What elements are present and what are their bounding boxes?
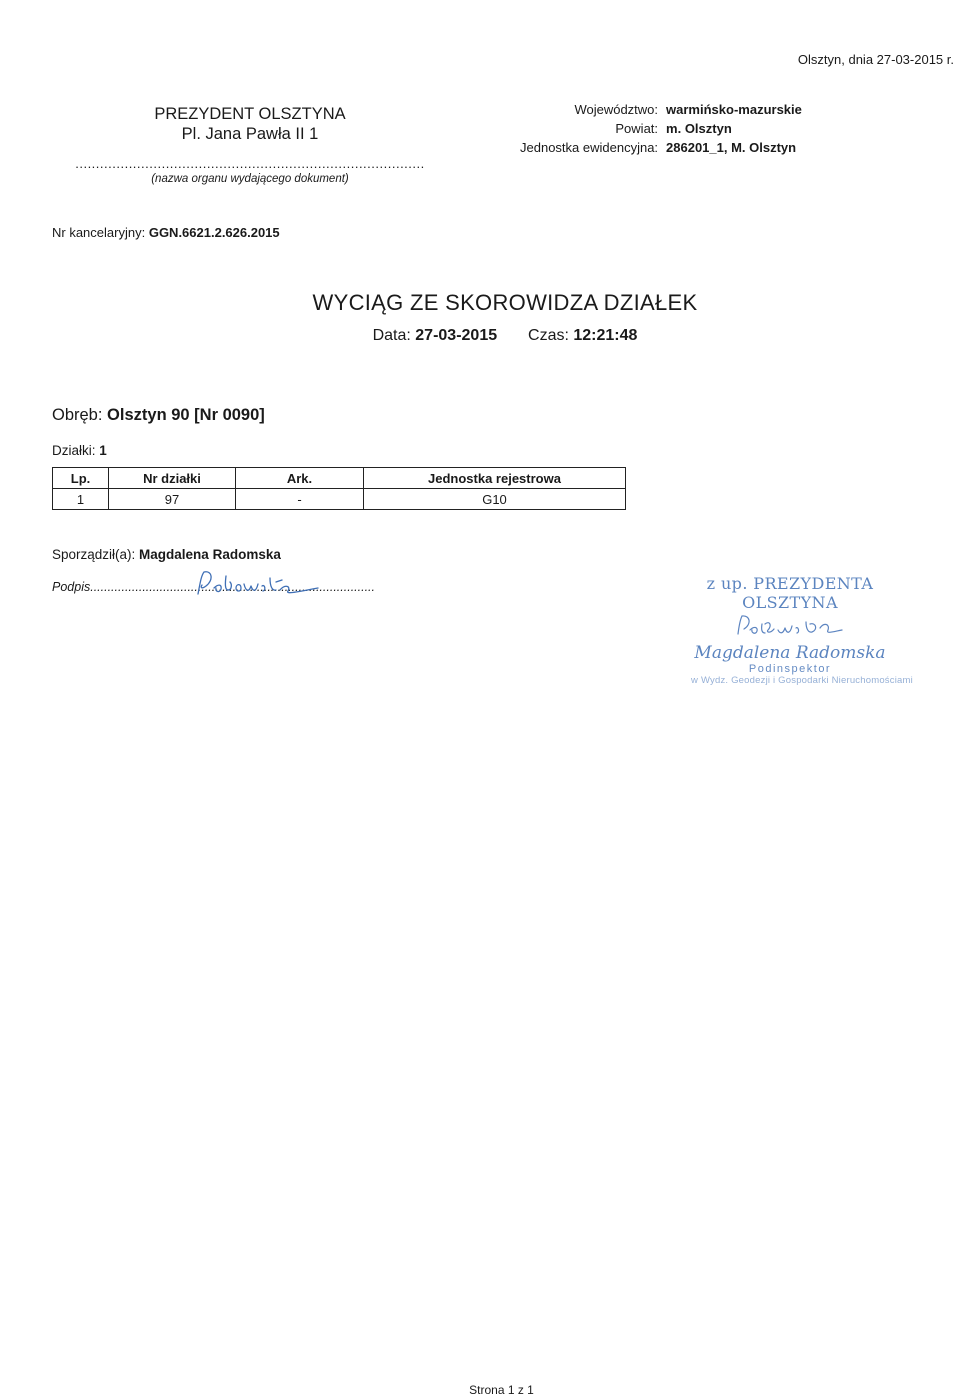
authority-caption: (nazwa organu wydającego dokument) (151, 173, 349, 185)
date-value: 27-03-2015 (415, 327, 498, 344)
issuing-authority (60, 104, 440, 185)
document-title: WYCIĄG ZE SKOROWIDZA DZIAŁEK (312, 290, 698, 315)
place-date: Olsztyn, dnia 27-03-2015 r. (797, 52, 954, 67)
stamp-name: Magdalena Radomska (694, 643, 886, 663)
registry-number-value: GGN.6621.2.626.2015 (148, 225, 280, 240)
stamp-position: Podinspektor (748, 663, 832, 675)
precinct-line (52, 406, 265, 425)
registration-unit-row (520, 138, 802, 157)
prepared-by-line (52, 547, 281, 562)
time-label: Czas: (528, 327, 569, 344)
authority-name: PREZYDENT OLSZTYNA (154, 105, 346, 123)
administrative-unit-block (520, 100, 802, 157)
official-stamp (660, 574, 920, 686)
registration-unit-value: 286201_1, M. Olsztyn (666, 140, 797, 155)
cell-sheet: - (236, 489, 364, 510)
registration-unit-label: Jednostka ewidencyjna: (520, 140, 659, 155)
precinct-label: Obręb: (52, 406, 103, 424)
column-header-lp: Lp. (53, 468, 109, 489)
date-time-line (0, 327, 960, 345)
parcels-count-value: 1 (99, 443, 107, 458)
authority-dotted-line: ..................................................................................... (75, 156, 425, 171)
voivodeship-row (520, 100, 802, 119)
table-row (53, 489, 626, 510)
parcels-table (52, 467, 626, 510)
registry-number (52, 225, 280, 240)
page-number: Strona 1 z 1 (469, 1383, 534, 1397)
county-label: Powiat: (615, 121, 659, 136)
authority-address: Pl. Jana Pawła II 1 (181, 125, 319, 143)
precinct-value: Olsztyn 90 [Nr 0090] (107, 406, 265, 424)
county-value: m. Olsztyn (666, 121, 732, 136)
registry-number-label: Nr kancelaryjny: (52, 225, 146, 240)
county-row (520, 119, 802, 138)
stamp-authority: z up. PREZYDENTA OLSZTYNA (706, 574, 874, 612)
stamp-department: w Wydz. Geodezji i Gospodarki Nieruchomościami (691, 675, 913, 686)
time-value: 12:21:48 (573, 327, 638, 344)
signature-line: Podpis.................................................................................. (52, 580, 375, 594)
cell-lp: 1 (53, 489, 109, 510)
column-header-parcel-number: Nr działki (109, 468, 236, 489)
handwritten-signature (192, 566, 322, 600)
date-label: Data: (372, 327, 411, 344)
column-header-registration-unit: Jednostka rejestrowa (364, 468, 626, 489)
cell-parcel-number: 97 (109, 489, 236, 510)
cell-registration-unit: G10 (364, 489, 626, 510)
voivodeship-value: warmińsko-mazurskie (666, 102, 802, 117)
column-header-sheet: Ark. (236, 468, 364, 489)
parcels-count-line (52, 443, 107, 458)
prepared-by-name: Magdalena Radomska (139, 547, 281, 562)
prepared-by-label: Sporządził(a): (52, 547, 136, 562)
voivodeship-label: Województwo: (574, 102, 659, 117)
table-header-row (53, 468, 626, 489)
stamp-signature (730, 612, 850, 638)
parcels-count-label: Działki: (52, 443, 96, 458)
